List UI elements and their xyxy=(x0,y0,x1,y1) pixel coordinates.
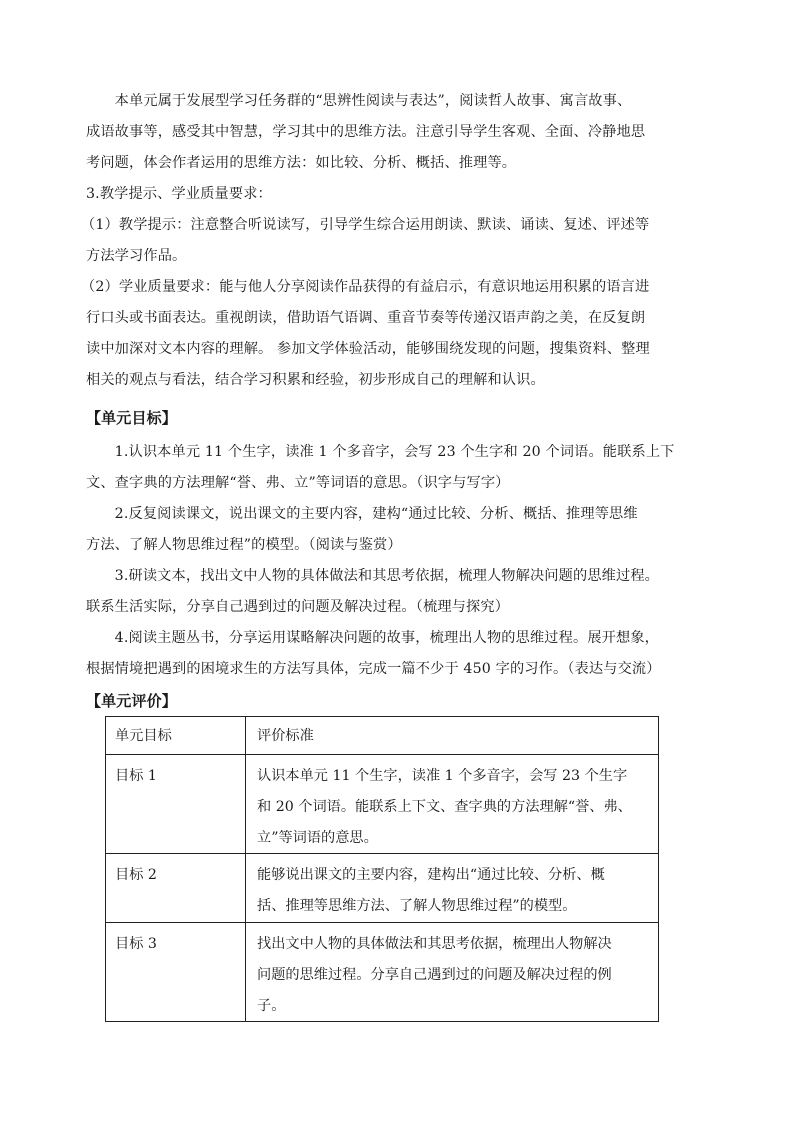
section3-title: 3.教学提示、学业质量要求： xyxy=(86,186,272,202)
unit-goal-line-5: 3.研读文本，找出文中人物的具体做法和其思考依据，梳理人物解决问题的思维过程。 xyxy=(86,568,660,584)
unit-goal-line-4: 方法、了解人物思维过程”的模型。（阅读与鉴赏） xyxy=(86,537,402,553)
unit-goal-line-7: 4.阅读主题丛书，分享运用谋略解决问题的故事，梳理出人物的思维过程。展开想象， xyxy=(86,630,660,646)
header-cell-criteria: 评价标准 xyxy=(246,717,659,755)
evaluation-table xyxy=(105,716,659,1022)
intro-line-3: 考问题，体会作者运用的思维方法：如比较、分析、概括、推理等。 xyxy=(86,155,517,171)
header-cell-goal: 单元目标 xyxy=(106,717,246,755)
section3-line-1: （1）教学提示：注意整合听说读写，引导学生综合运用朗读、默读、诵读、复述、评述等 xyxy=(81,217,650,233)
intro-line-2: 成语故事等，感受其中智慧，学习其中的思维方法。注意引导学生客观、全面、冷静地思 xyxy=(86,124,646,140)
unit-goal-line-3: 2.反复阅读课文，说出课文的主要内容，建构“通过比较、分析、概括、推理等思维 xyxy=(86,506,638,522)
section3-line-5: 读中加深对文本内容的理解。 参加文学体验活动，能够围绕发现的问题，搜集资料、整理 xyxy=(86,341,650,357)
unit-goal-line-1: 1.认识本单元 11 个生字，读准 1 个多音字，会写 23 个生字和 20 个词语。能联系上下 xyxy=(86,444,675,460)
section3-line-6: 相关的观点与看法，结合学习积累和经验，初步形成自己的理解和认识。 xyxy=(86,372,545,388)
table-row xyxy=(106,854,659,923)
criteria-cell: 找出文中人物的具体做法和其思考依据，梳理出人物解决 问题的思维过程。分享自己遇到过的问题及解决过程的例 子。 xyxy=(246,923,659,1022)
unit-eval-heading: 【单元评价】 xyxy=(86,692,177,710)
intro-line-1: 本单元属于发展型学习任务群的“思辨性阅读与表达”，阅读哲人故事、寓言故事、 xyxy=(86,93,632,109)
goal-cell: 目标 3 xyxy=(106,923,246,1022)
table-header-row xyxy=(106,717,659,755)
goal-cell: 目标 2 xyxy=(106,854,246,923)
section3-line-3: （2）学业质量要求：能与他人分享阅读作品获得的有益启示，有意识地运用积累的语言进 xyxy=(81,279,650,295)
criteria-cell: 认识本单元 11 个生字，读准 1 个多音字，会写 23 个生字 和 20 个词语。能联系上下文、查字典的方法理解“誉、弗、 立”等词语的意思。 xyxy=(246,755,659,854)
goal-cell: 目标 1 xyxy=(106,755,246,854)
table-row xyxy=(106,923,659,1022)
table-row xyxy=(106,755,659,854)
unit-goals-heading: 【单元目标】 xyxy=(86,409,177,427)
criteria-cell: 能够说出课文的主要内容，建构出“通过比较、分析、概 括、推理等思维方法、了解人物思维过程”的模型。 xyxy=(246,854,659,923)
unit-goal-line-2: 文、查字典的方法理解“誉、弗、立”等词语的意思。（识字与写字） xyxy=(86,475,510,491)
section3-line-2: 方法学习作品。 xyxy=(86,248,187,264)
section3-line-4: 行口头或书面表达。重视朗读，借助语气语调、重音节奏等传递汉语声韵之美，在反复朗 xyxy=(86,310,646,326)
unit-goal-line-8: 根据情境把遇到的困境求生的方法写具体，完成一篇不少于 450 字的习作。（表达与交流） xyxy=(86,661,661,677)
unit-goal-line-6: 联系生活实际，分享自己遇到过的问题及解决过程。（梳理与探究） xyxy=(86,599,510,615)
